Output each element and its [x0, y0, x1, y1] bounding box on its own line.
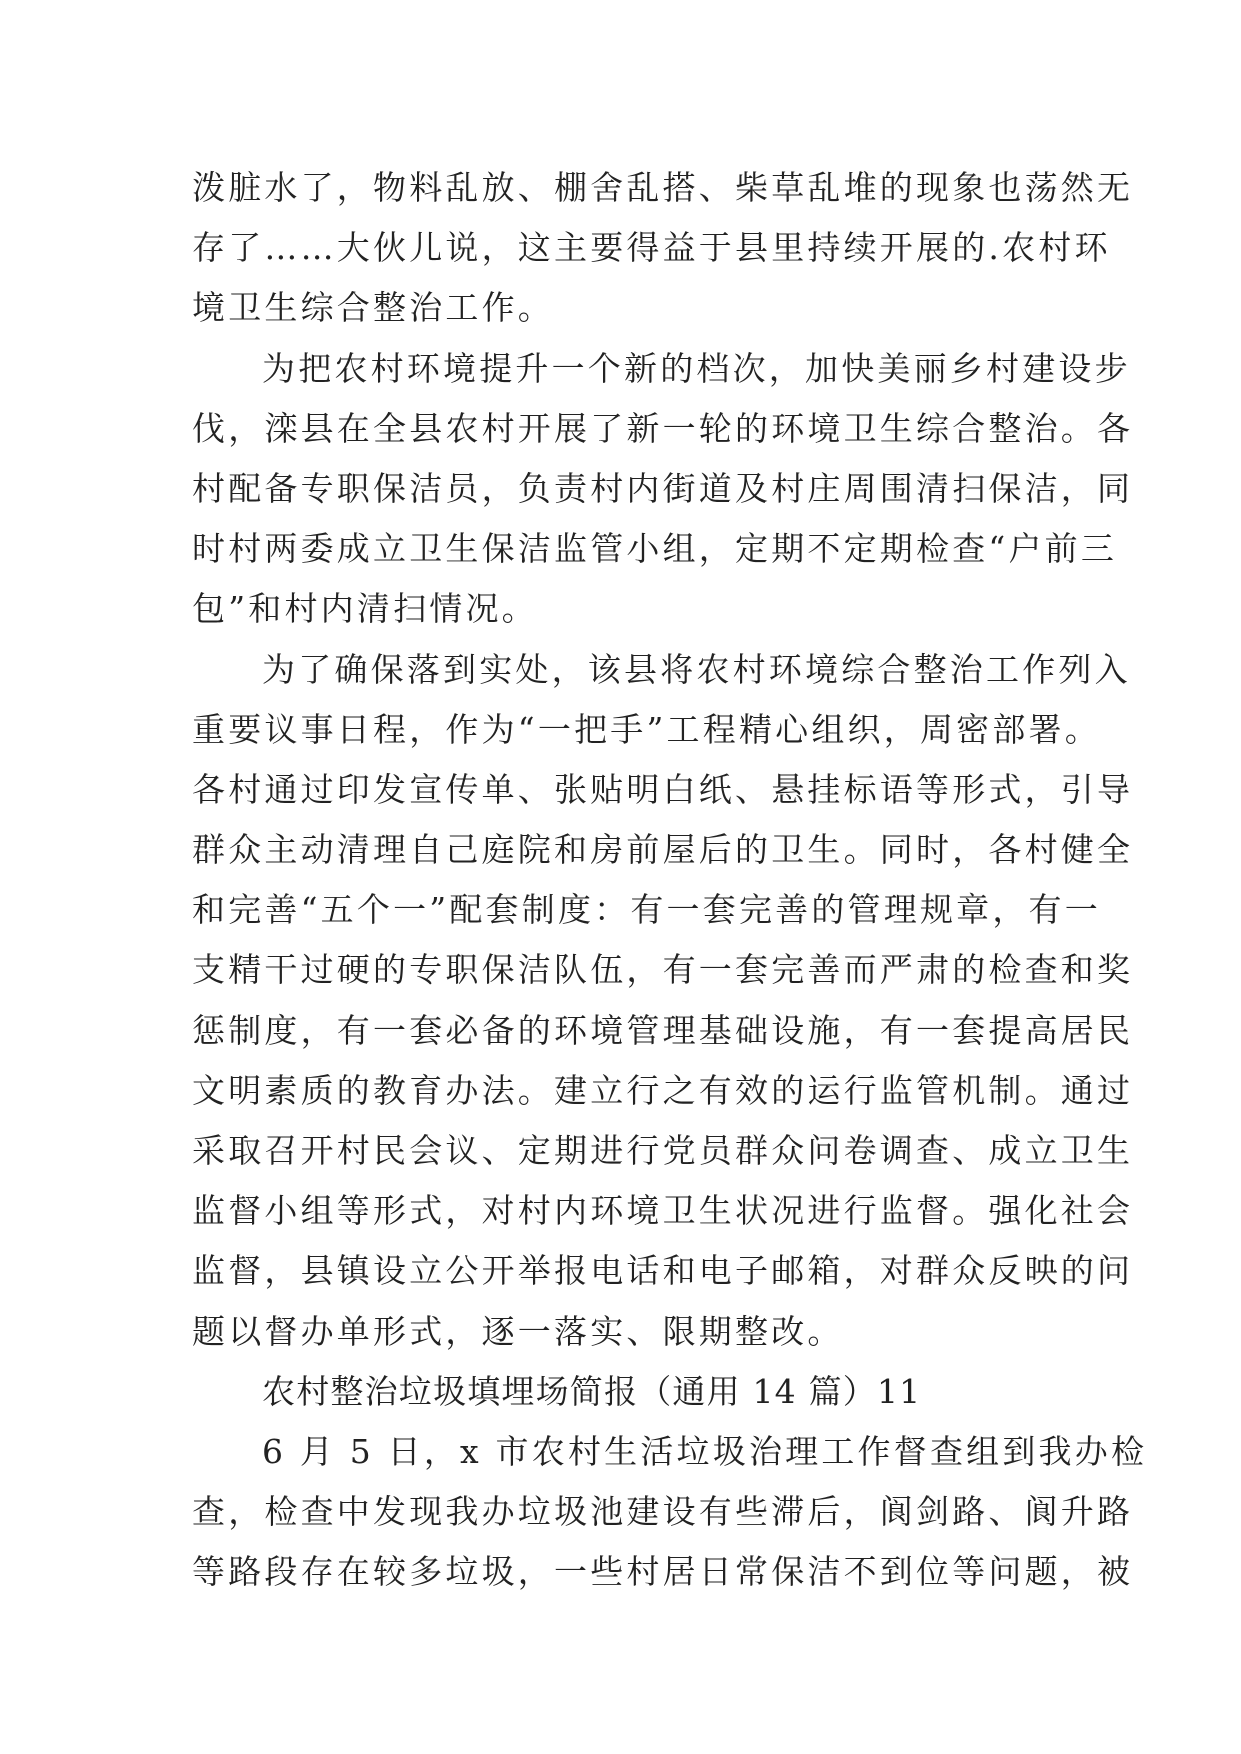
paragraph — [192, 158, 1134, 339]
text-line: 为把农村环境提升一个新的档次，加快美丽乡村建设步 — [262, 348, 1131, 388]
text-line: 题以督办单形式，逐一落实、限期整改。 — [192, 1311, 844, 1351]
text-line: 存了……大伙儿说，这主要得益于县里持续开展的.农村环 — [192, 228, 1111, 268]
section-heading — [192, 1362, 1072, 1422]
text-line: 和完善“五个一”配套制度：有一套完善的管理规章，有一 — [192, 890, 1101, 930]
text-line: 文明素质的教育办法。建立行之有效的运行监管机制。通过 — [192, 1070, 1134, 1110]
text-line: 时村两委成立卫生保洁监管小组，定期不定期检查“户前三 — [192, 529, 1118, 569]
text-line: 重要议事日程，作为“一把手”工程精心组织，周密部署。 — [192, 709, 1101, 749]
text-line: 支精干过硬的专职保洁队伍，有一套完善而严肃的检查和奖 — [192, 950, 1134, 990]
text-line: 各村通过印发宣传单、张贴明白纸、悬挂标语等形式，引导 — [192, 769, 1134, 809]
text-line: 为了确保落到实处，该县将农村环境综合整治工作列入 — [262, 649, 1131, 689]
text-line: 查，检查中发现我办垃圾池建设有些滞后，阆剑路、阆升路 — [192, 1492, 1134, 1532]
paragraph — [192, 1422, 1148, 1603]
text-line: 惩制度，有一套必备的环境管理基础设施，有一套提高居民 — [192, 1010, 1134, 1050]
text-line: 6 月 5 日，x 市农村生活垃圾治理工作督查组到我办检 — [262, 1431, 1148, 1471]
section-heading-text: 农村整治垃圾填埋场简报（通用 14 篇）11 — [262, 1371, 922, 1411]
text-line: 境卫生综合整治工作。 — [192, 288, 554, 328]
text-line: 包”和村内清扫情况。 — [192, 589, 538, 629]
paragraph — [192, 640, 1134, 1362]
text-line: 村配备专职保洁员，负责村内街道及村庄周围清扫保洁，同 — [192, 468, 1134, 508]
text-line: 群众主动清理自己庭院和房前屋后的卫生。同时，各村健全 — [192, 830, 1134, 870]
text-line: 监督，县镇设立公开举报电话和电子邮箱，对群众反映的问 — [192, 1251, 1134, 1291]
text-line: 伐，滦县在全县农村开展了新一轮的环境卫生综合整治。各 — [192, 408, 1134, 448]
text-line: 泼脏水了，物料乱放、棚舍乱搭、柴草乱堆的现象也荡然无 — [192, 168, 1134, 207]
text-line: 等路段存在较多垃圾，一些村居日常保洁不到位等问题，被 — [192, 1552, 1134, 1592]
paragraph — [192, 339, 1134, 640]
text-line: 采取召开村民会议、定期进行党员群众问卷调查、成立卫生 — [192, 1131, 1134, 1170]
document-body — [192, 158, 1148, 1603]
text-line: 监督小组等形式，对村内环境卫生状况进行监督。强化社会 — [192, 1191, 1134, 1231]
